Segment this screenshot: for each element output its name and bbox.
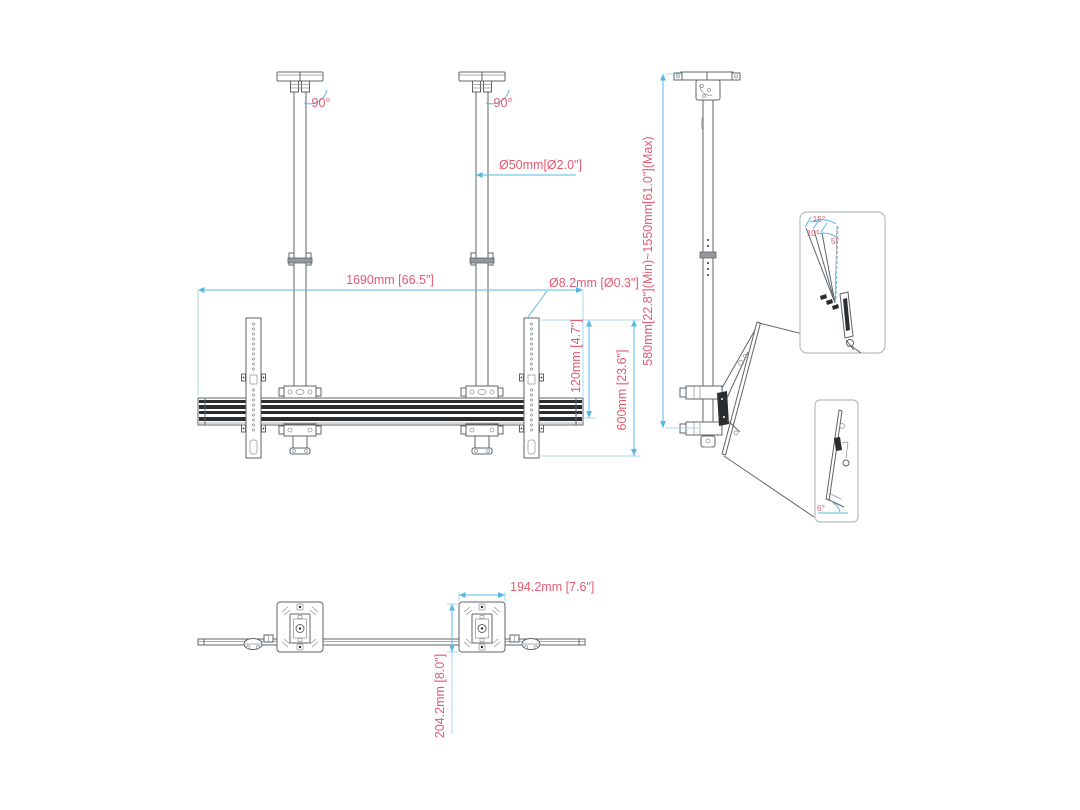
plate-width-label: 194.2mm [7.6"] xyxy=(510,580,595,594)
bottom-clamp-left xyxy=(244,635,273,650)
tilt-detail-lower xyxy=(815,400,858,522)
tilt-angle-15-label: 15° xyxy=(812,214,826,224)
tilt-angle-6-label: 6° xyxy=(816,503,826,513)
pole-height-label: 580mm[22.8"](Min)~1550mm[61.0"](Max) xyxy=(641,136,655,366)
tilt-detail-upper xyxy=(800,212,885,353)
bottom-clamp-right xyxy=(510,635,540,650)
rail-width-label: 1690mm [66.5"] xyxy=(346,273,434,287)
front-view xyxy=(198,72,641,458)
dim-pole-height xyxy=(641,74,699,428)
front-rotation-annotations xyxy=(304,90,512,110)
dim-pole-diameter xyxy=(476,158,582,175)
bracket-height-label: 600mm [23.6"] xyxy=(615,349,629,431)
vesa-spacing-label: 120mm [4.7"] xyxy=(569,319,583,393)
plate-depth-label: 204.2mm [8.0"] xyxy=(433,653,447,739)
dim-bracket-height xyxy=(541,320,641,456)
hole-diameter-label: Ø8.2mm [Ø0.3"] xyxy=(549,276,639,290)
dim-plate-depth xyxy=(433,604,458,738)
rotation-left-label: 90° xyxy=(311,96,331,110)
dim-hole-diameter xyxy=(528,276,639,317)
tilt-angle-10-label: 10° xyxy=(806,228,820,238)
tilt-angle-5-label: 5° xyxy=(830,236,840,246)
dim-plate-width xyxy=(459,580,594,601)
rotation-right-label: 90° xyxy=(493,96,513,110)
bottom-view xyxy=(198,580,594,738)
pole-diameter-label: Ø50mm[Ø2.0"] xyxy=(499,158,582,172)
